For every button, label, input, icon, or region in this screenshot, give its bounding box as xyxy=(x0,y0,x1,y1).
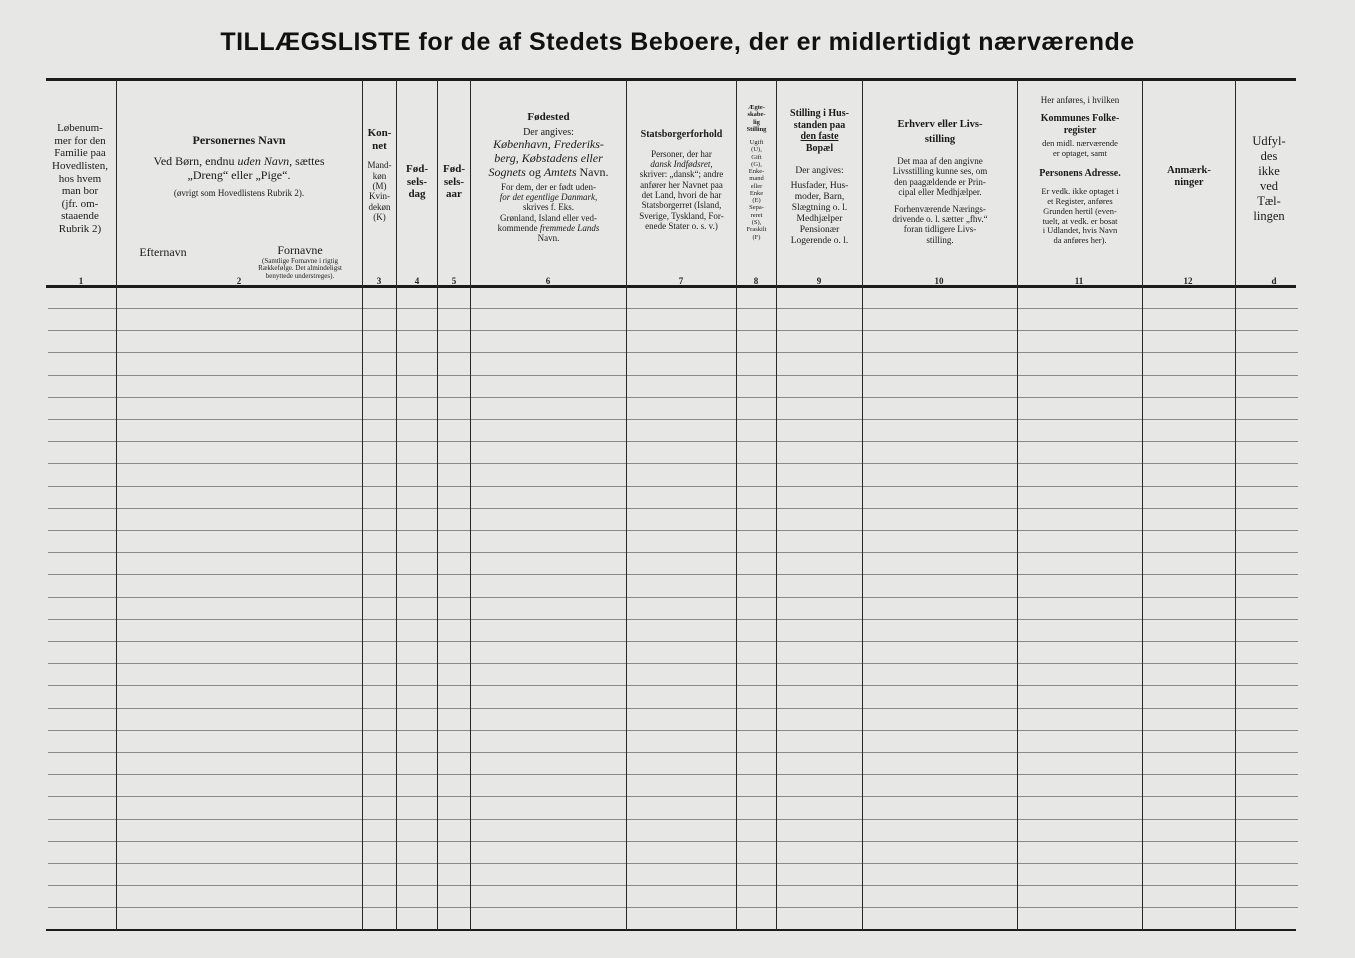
col2-note1-text: Ved Børn, endnu xyxy=(153,153,238,168)
ruled-row-line xyxy=(48,397,1298,398)
col3-line: Mand- xyxy=(367,160,392,171)
col8-line: Ugift xyxy=(749,139,764,147)
col12-heading: Anmærk- xyxy=(1167,165,1211,176)
col2-note1-italic: uden Navn, xyxy=(237,153,293,168)
col2-note1-end: sættes xyxy=(292,153,325,168)
cold-header xyxy=(1238,134,1300,224)
col9-line: Medhjælper xyxy=(796,213,843,224)
col9-line: Pensionær xyxy=(799,224,840,235)
col11-line: er optaget, samt xyxy=(1052,148,1108,159)
col12-header xyxy=(1143,165,1235,189)
ruled-row-line xyxy=(48,708,1298,709)
col5-heading: sels- xyxy=(443,175,465,188)
col8-heading: skabe- xyxy=(747,111,766,119)
column-separator xyxy=(116,80,117,930)
col6-line: berg, Købstadens eller xyxy=(494,150,603,165)
ruled-row-line xyxy=(48,663,1298,664)
ruled-row-line xyxy=(48,752,1298,753)
col6-line xyxy=(472,223,625,233)
ruled-row-line xyxy=(48,885,1298,886)
col12-heading: ninger xyxy=(1174,177,1204,189)
col2-heading: Personernes Navn xyxy=(192,133,286,147)
column-number: 1 xyxy=(78,276,84,286)
column-number: 12 xyxy=(1183,276,1193,286)
col6-fremmede: fremmede Lands xyxy=(539,222,600,233)
cold-line: des xyxy=(1260,149,1278,163)
col11-top: Her anføres, i hvilken xyxy=(1040,95,1120,105)
col2-fornavne: Fornavne xyxy=(277,243,323,257)
col2-sub-note: (Samtlige Fornavne i rigtig xyxy=(261,256,338,265)
column-number: 10 xyxy=(934,276,944,286)
col7-line: anfører her Navnet paa xyxy=(640,179,723,190)
col3-line: Kvin- xyxy=(369,191,390,202)
col11-heading: Kommunes Folke- xyxy=(1040,113,1120,125)
cold-line: lingen xyxy=(1253,209,1285,223)
col6-line: Navn. xyxy=(537,233,560,244)
col8-line: eller xyxy=(750,182,763,190)
column-number: 9 xyxy=(816,276,822,286)
col6-sognets: Sognets xyxy=(488,164,526,179)
ruled-row-line xyxy=(48,641,1298,642)
col6-line: for det egentlige Danmark, xyxy=(499,191,598,202)
col7-header xyxy=(627,129,736,231)
col7-line: enede Stater o. s. v.) xyxy=(645,220,718,231)
column-number: 7 xyxy=(678,276,684,286)
column-number: 11 xyxy=(1074,276,1084,286)
col8-line: Sepa- xyxy=(749,204,764,212)
col8-line: Fraskilt xyxy=(746,226,767,234)
col10-heading: Erhverv eller Livs- xyxy=(897,119,983,130)
col1-line: Familie paa xyxy=(54,147,106,160)
ruled-row-line xyxy=(48,508,1298,509)
col11-line2: et Register, anføres xyxy=(1047,196,1113,207)
col8-line: reret xyxy=(750,211,763,219)
col6-navn: Navn. xyxy=(576,164,609,179)
col9-header xyxy=(777,108,862,246)
column-number: 3 xyxy=(376,276,382,286)
cold-line: ikke xyxy=(1258,164,1280,178)
column-separator xyxy=(1142,80,1143,930)
column-number: 6 xyxy=(545,276,551,286)
col5-heading: Fød- xyxy=(443,163,465,175)
col9-heading: standen paa xyxy=(793,119,846,131)
col8-line: (G), xyxy=(751,160,762,168)
col8-line: (S), xyxy=(751,218,762,226)
col8-heading: lig xyxy=(753,118,760,126)
ruled-row-line xyxy=(48,352,1298,353)
column-number: 4 xyxy=(414,276,420,286)
cold-line: ved xyxy=(1259,179,1279,193)
page-title: TILLÆGSLISTE for de af Stedets Beboere, der er midlertidigt nærværende xyxy=(220,28,1135,56)
ruled-row-line xyxy=(48,486,1298,487)
col4-heading: Fød- xyxy=(406,163,428,175)
top-border-line xyxy=(46,78,1296,81)
col7-line: Statsborgerret (Island, xyxy=(641,200,722,211)
col1-line: man bor xyxy=(61,185,99,198)
col5-header xyxy=(438,163,470,201)
col10-header xyxy=(864,119,1016,245)
col9-line: Husfader, Hus- xyxy=(790,180,849,191)
col8-line: (F) xyxy=(752,233,761,241)
col3-heading: Kon- xyxy=(367,127,392,139)
col4-header xyxy=(397,163,437,201)
col11-line2: tuelt, at vedk. er bosat xyxy=(1042,215,1118,226)
ruled-row-line xyxy=(48,619,1298,620)
col1-line: staaende xyxy=(61,210,99,223)
col1-line: (jfr. om- xyxy=(61,197,99,210)
col11-line: den midl. nærværende xyxy=(1042,138,1118,149)
col1-header xyxy=(44,122,116,236)
col9-heading: Bopæl xyxy=(805,142,834,154)
col1-line: Hovedlisten, xyxy=(52,159,108,172)
col6-og: og xyxy=(525,164,544,179)
col10-line: den paagældende er Prin- xyxy=(894,176,986,187)
col6-line: Grønland, Island eller ved- xyxy=(500,212,597,223)
column-number: d xyxy=(1271,276,1277,286)
col1-line: Rubrik 2) xyxy=(58,223,102,236)
column-number: 2 xyxy=(236,276,242,286)
col6-line: Der angives: xyxy=(523,126,574,138)
col6-amtets: Amtets xyxy=(543,164,577,179)
ruled-row-line xyxy=(48,841,1298,842)
col6-heading: Fødested xyxy=(527,111,570,123)
col4-heading: dag xyxy=(408,188,426,201)
ruled-row-line xyxy=(48,907,1298,908)
col10-line2: stilling. xyxy=(926,234,954,245)
col11-heading2: Personens Adresse. xyxy=(1039,167,1121,179)
col3-heading: net xyxy=(372,139,387,152)
ruled-row-line xyxy=(48,308,1298,309)
column-number: 5 xyxy=(451,276,457,286)
bottom-border-line xyxy=(46,929,1296,931)
col8-heading: Ægte- xyxy=(748,104,765,111)
col10-heading: stilling xyxy=(924,134,956,146)
col6-header xyxy=(472,111,625,244)
cold-line: Tæl- xyxy=(1257,194,1281,208)
col2-note2: „Dreng“ eller „Pige“. xyxy=(187,167,291,182)
column-separator xyxy=(396,80,397,930)
col11-line2: Grunden hertil (even- xyxy=(1043,205,1117,216)
ruled-row-line xyxy=(48,863,1298,864)
col6-line: For dem, der er født uden- xyxy=(501,181,596,192)
col10-line: cipal eller Medhjælper. xyxy=(898,187,982,198)
cold-line: Udfyl- xyxy=(1252,134,1286,148)
ruled-row-line xyxy=(48,597,1298,598)
col8-line: (E) xyxy=(752,197,761,205)
column-number: 8 xyxy=(753,276,759,286)
col2-note1 xyxy=(118,155,360,169)
col6-line: København, Frederiks- xyxy=(493,137,604,152)
col6-line: skrives f. Eks. xyxy=(523,202,574,213)
ruled-row-line xyxy=(48,774,1298,775)
ruled-row-line xyxy=(48,441,1298,442)
ruled-row-line xyxy=(48,819,1298,820)
column-separator xyxy=(470,80,471,930)
col8-header xyxy=(737,104,776,241)
col7-line: Sverige, Tyskland, For- xyxy=(639,210,724,221)
col10-line: Livsstilling kunne ses, om xyxy=(892,166,988,177)
col1-line: mer for den xyxy=(54,134,106,147)
ruled-row-line xyxy=(48,419,1298,420)
col1-line: hos hvem xyxy=(58,172,102,185)
col7-line: skriver: „dansk“; andre xyxy=(639,169,724,180)
ruled-row-line xyxy=(48,330,1298,331)
col2-sub-left: Efternavn xyxy=(139,245,187,259)
column-separator xyxy=(862,80,863,930)
col11-header xyxy=(1018,95,1142,246)
col8-line: (U), xyxy=(751,146,762,154)
ruled-row-line xyxy=(48,796,1298,797)
col9-line: moder, Barn, xyxy=(794,191,845,202)
col1-line: Løbenum- xyxy=(57,122,103,134)
col11-heading: register xyxy=(1063,124,1097,136)
col9-heading: Stilling i Hus- xyxy=(790,108,849,119)
col10-line: Det maa af den angivne xyxy=(897,156,983,167)
col3-line: (M) xyxy=(372,180,387,191)
col7-line: det Land, hvori de har xyxy=(641,189,722,200)
col3-line: (K) xyxy=(373,212,386,222)
col10-line2: drivende o. l. sætter „fhv.“ xyxy=(892,213,988,224)
ruled-row-line xyxy=(48,574,1298,575)
col2-note3: (øvrigt som Hovedlistens Rubrik 2). xyxy=(173,188,305,199)
col8-line: Enke xyxy=(749,189,764,197)
col9-line: Logerende o. l. xyxy=(790,235,849,246)
col2-header xyxy=(118,134,360,199)
col5-heading: aar xyxy=(446,188,462,201)
col8-heading: Stilling xyxy=(746,125,767,133)
col6-kommende: kommende xyxy=(497,222,540,233)
col8-line: Enke- xyxy=(748,168,765,176)
col2-sub-note: benyttede understreges). xyxy=(265,272,335,281)
col3-line: køn xyxy=(372,170,387,181)
col10-line2: foran tidligere Livs- xyxy=(903,224,977,235)
col11-line2: i Udlandet, hvis Navn xyxy=(1042,225,1118,236)
column-separator xyxy=(437,80,438,930)
col6-line xyxy=(472,166,625,180)
col3-header xyxy=(363,127,396,222)
col2-sub-note: Rækkefølge. Det almindeligst xyxy=(258,264,342,273)
col7-line: dansk Indfødsret, xyxy=(650,158,713,169)
col3-line: dekøn xyxy=(368,201,391,212)
col9-line: Slægtning o. l. xyxy=(791,202,848,213)
col10-line2: Forhenværende Nærings- xyxy=(894,203,986,214)
col8-line: Gift xyxy=(751,153,762,161)
col11-line2: Er vedk. ikke optaget i xyxy=(1041,186,1119,197)
col9-heading: den faste xyxy=(800,131,839,142)
ruled-row-line xyxy=(48,375,1298,376)
ruled-row-line xyxy=(48,730,1298,731)
column-separator xyxy=(1235,80,1236,930)
col4-heading: sels- xyxy=(406,175,428,188)
ruled-row-line xyxy=(48,685,1298,686)
ruled-row-line xyxy=(48,530,1298,531)
col11-line2: da anføres her). xyxy=(1053,235,1107,246)
ruled-row-line xyxy=(48,463,1298,464)
col9-line: Der angives: xyxy=(795,166,844,176)
col8-line: mand xyxy=(749,175,764,183)
col7-heading: Statsborgerforhold xyxy=(640,129,723,140)
col7-line: Personer, der har xyxy=(651,148,712,159)
ruled-row-line xyxy=(48,552,1298,553)
